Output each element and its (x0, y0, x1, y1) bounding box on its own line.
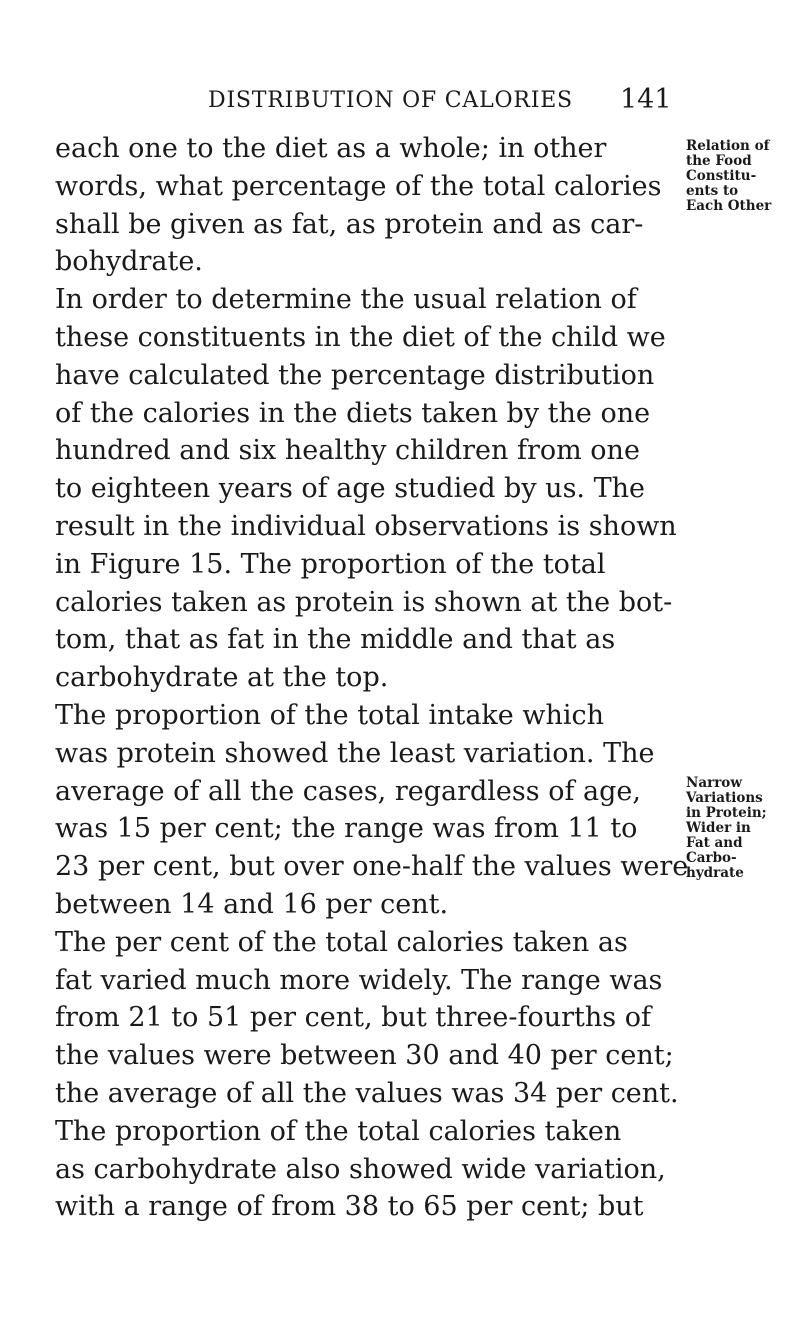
text-line: 23 per cent, but over one-half the values were (55, 851, 689, 883)
margin-note-food-constituents (686, 139, 798, 214)
margin-note-line: hydrate (686, 865, 744, 881)
text-line: The proportion of the total intake which (55, 699, 605, 731)
text-line: The proportion of the total calories taken (55, 1115, 622, 1147)
text-line: the average of all the values was 34 per cent. (55, 1077, 679, 1109)
text-line: result in the individual observations is shown (55, 510, 677, 542)
text-line: each one to the diet as a whole; in other (55, 133, 607, 164)
text-line: have calculated the percentage distribution (55, 359, 655, 391)
margin-note-line: Constitu- (686, 168, 757, 184)
text-line: tom, that as fat in the middle and that as (55, 624, 616, 656)
text-line: The per cent of the total calories taken as (55, 926, 628, 958)
text-line: carbohydrate at the top. (55, 662, 389, 694)
text-line: from 21 to 51 per cent, but three-fourths of (55, 1002, 651, 1034)
text-line: between 14 and 16 per cent. (55, 888, 449, 920)
text-line: words, what percentage of the total calories (55, 170, 662, 202)
margin-note-line: the Food (686, 153, 752, 169)
text-line: shall be given as fat, as protein and as car- (55, 208, 644, 240)
text-line: hundred and six healthy children from one (55, 435, 640, 467)
text-line: of the calories in the diets taken by the one (55, 397, 651, 429)
margin-note-line: Variations (686, 790, 763, 806)
margin-note-line: Wider in (686, 820, 751, 836)
text-line: these constituents in the diet of the child we (55, 321, 666, 353)
margin-note-line: Fat and (686, 835, 743, 851)
text-line: the values were between 30 and 40 per cent; (55, 1040, 674, 1072)
text-line: in Figure 15. The proportion of the total (55, 548, 606, 580)
margin-note-line: Narrow (686, 775, 742, 791)
margin-note-line: ents to (686, 183, 739, 199)
text-line: average of all the cases, regardless of age, (55, 775, 641, 807)
text-line: fat varied much more widely. The range was (55, 964, 663, 996)
text-line: was protein showed the least variation. The (55, 737, 655, 769)
text-line: with a range of from 38 to 65 per cent; but (55, 1191, 644, 1223)
text-line: In order to determine the usual relation of (55, 284, 637, 316)
text-line: as carbohydrate also showed wide variation, (55, 1153, 666, 1185)
page-number: 141 (620, 84, 672, 115)
running-title: DISTRIBUTION OF CALORIES (208, 88, 573, 113)
text-line: bohydrate. (55, 246, 203, 278)
page-header (0, 84, 800, 124)
margin-note-line: Carbo- (686, 850, 737, 866)
margin-note-line: in Protein; (686, 805, 767, 821)
body-text (55, 130, 689, 1226)
margin-note-line: Each Other (686, 198, 772, 214)
text-line: to eighteen years of age studied by us. The (55, 473, 645, 505)
margin-note-line: Relation of (686, 138, 770, 154)
text-line: was 15 per cent; the range was from 11 to (55, 813, 638, 845)
text-line: calories taken as protein is shown at the bot- (55, 586, 673, 618)
margin-note-variations (686, 776, 798, 881)
